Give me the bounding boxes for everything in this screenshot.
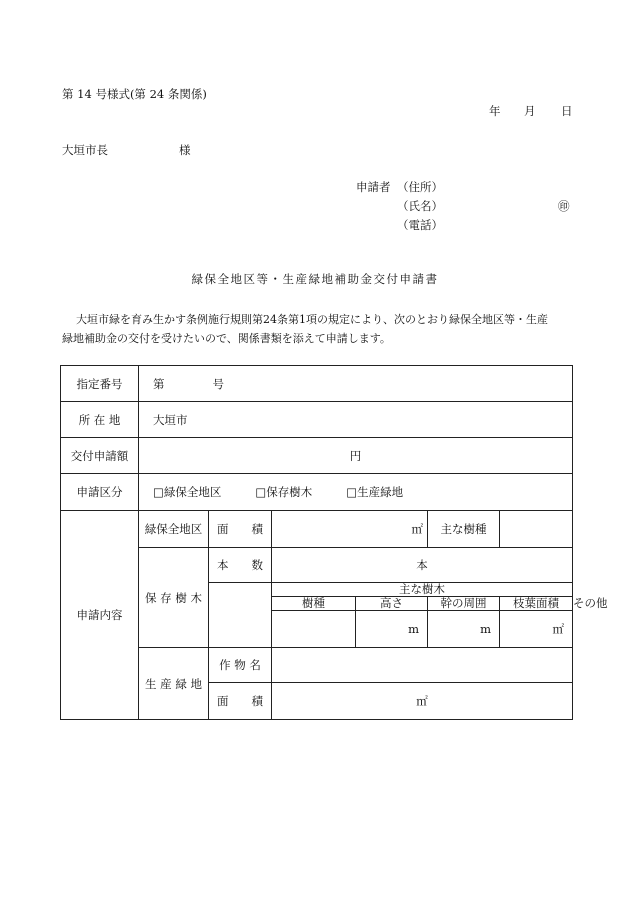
date-month: 月 bbox=[524, 104, 536, 118]
green-area-label: 緑保全地区 bbox=[139, 511, 209, 548]
main-species-field[interactable] bbox=[500, 511, 573, 548]
category-field bbox=[139, 474, 573, 511]
applicant-address-label: （住所） bbox=[397, 180, 443, 194]
addressee-mayor: 大垣市長 bbox=[62, 143, 108, 157]
tree-foliage-field[interactable] bbox=[500, 611, 573, 648]
seal-mark: ㊞ bbox=[558, 199, 570, 213]
applicant-label: 申請者 bbox=[356, 180, 391, 194]
tree-girth-field[interactable] bbox=[428, 611, 500, 648]
column-species: 樹種 bbox=[272, 597, 356, 611]
tree-count-unit: 本 bbox=[416, 558, 428, 572]
location-label: 所 在 地 bbox=[61, 402, 139, 438]
trees-blank-cell bbox=[209, 583, 272, 648]
main-trees-header: 主な樹木 bbox=[272, 583, 573, 597]
production-area-field[interactable] bbox=[272, 683, 573, 720]
category-option-production-green[interactable]: □生産緑地 bbox=[346, 485, 404, 499]
tree-foliage-unit: ㎡ bbox=[552, 622, 565, 636]
column-trunk-girth: 幹の周囲 bbox=[428, 597, 500, 611]
tree-species-field[interactable] bbox=[272, 611, 356, 648]
green-area-area-unit: ㎡ bbox=[411, 522, 423, 536]
designation-prefix: 第 bbox=[153, 376, 165, 391]
body-text-line1: 大垣市緑を育み生かす条例施行規則第24条第1項の規定により、次のとおり緑保全地区等・生産 bbox=[76, 313, 548, 326]
amount-field[interactable] bbox=[139, 438, 573, 474]
category-option-green-area[interactable]: □緑保全地区 bbox=[153, 485, 222, 499]
tree-height-field[interactable] bbox=[356, 611, 428, 648]
body-text-line2: 緑地補助金の交付を受けたいので、関係書類を添えて申請します。 bbox=[62, 332, 391, 345]
content-label: 申請内容 bbox=[61, 511, 139, 720]
green-area-area-field[interactable] bbox=[272, 511, 428, 548]
crop-name-label: 作 物 名 bbox=[209, 648, 272, 683]
date-day: 日 bbox=[561, 104, 573, 118]
designation-field[interactable] bbox=[139, 366, 573, 402]
location-value: 大垣市 bbox=[153, 412, 188, 427]
column-height: 高さ bbox=[356, 597, 428, 611]
tree-count-label: 本 数 bbox=[209, 548, 272, 583]
applicant-phone-label: （電話） bbox=[397, 218, 443, 232]
application-table: 指定番号 第 号 所 在 地 大垣市 交付申請額 円 申請区分 □緑保全地区 □保存樹木 □生産緑地 申請内容 緑保全地区 面 積 ㎡ 主な樹種 保 存 樹 木 本 数 本 主な樹木 樹種 高さ 幹の周囲 枝葉面積 その他 m m ㎡ 生 産 緑 地 作 物 名 面 積 ㎡ bbox=[60, 365, 573, 720]
production-green-label: 生 産 緑 地 bbox=[139, 648, 209, 720]
tree-girth-unit: m bbox=[480, 622, 491, 636]
location-field[interactable] bbox=[139, 402, 573, 438]
category-option-preserved-trees[interactable]: □保存樹木 bbox=[255, 485, 313, 499]
designation-suffix: 号 bbox=[212, 376, 224, 391]
form-number: 第 14 号様式(第 24 条関係) bbox=[62, 87, 207, 101]
applicant-name-label: （氏名） bbox=[397, 199, 443, 213]
designation-label: 指定番号 bbox=[61, 366, 139, 402]
date-year: 年 bbox=[489, 104, 501, 118]
production-area-unit: ㎡ bbox=[416, 694, 428, 708]
column-foliage-area: 枝葉面積 bbox=[500, 597, 573, 611]
document-title: 緑保全地区等・生産緑地補助金交付申請書 bbox=[191, 272, 439, 286]
preserved-trees-label: 保 存 樹 木 bbox=[139, 548, 209, 648]
main-species-label: 主な樹種 bbox=[428, 511, 500, 548]
green-area-area-label: 面 積 bbox=[209, 511, 272, 548]
crop-name-field[interactable] bbox=[272, 648, 573, 683]
production-area-label: 面 積 bbox=[209, 683, 272, 720]
amount-label: 交付申請額 bbox=[61, 438, 139, 474]
tree-count-field[interactable] bbox=[272, 548, 573, 583]
category-label: 申請区分 bbox=[61, 474, 139, 511]
tree-height-unit: m bbox=[408, 622, 419, 636]
amount-unit: 円 bbox=[349, 448, 362, 463]
addressee-honorific: 様 bbox=[179, 143, 191, 157]
